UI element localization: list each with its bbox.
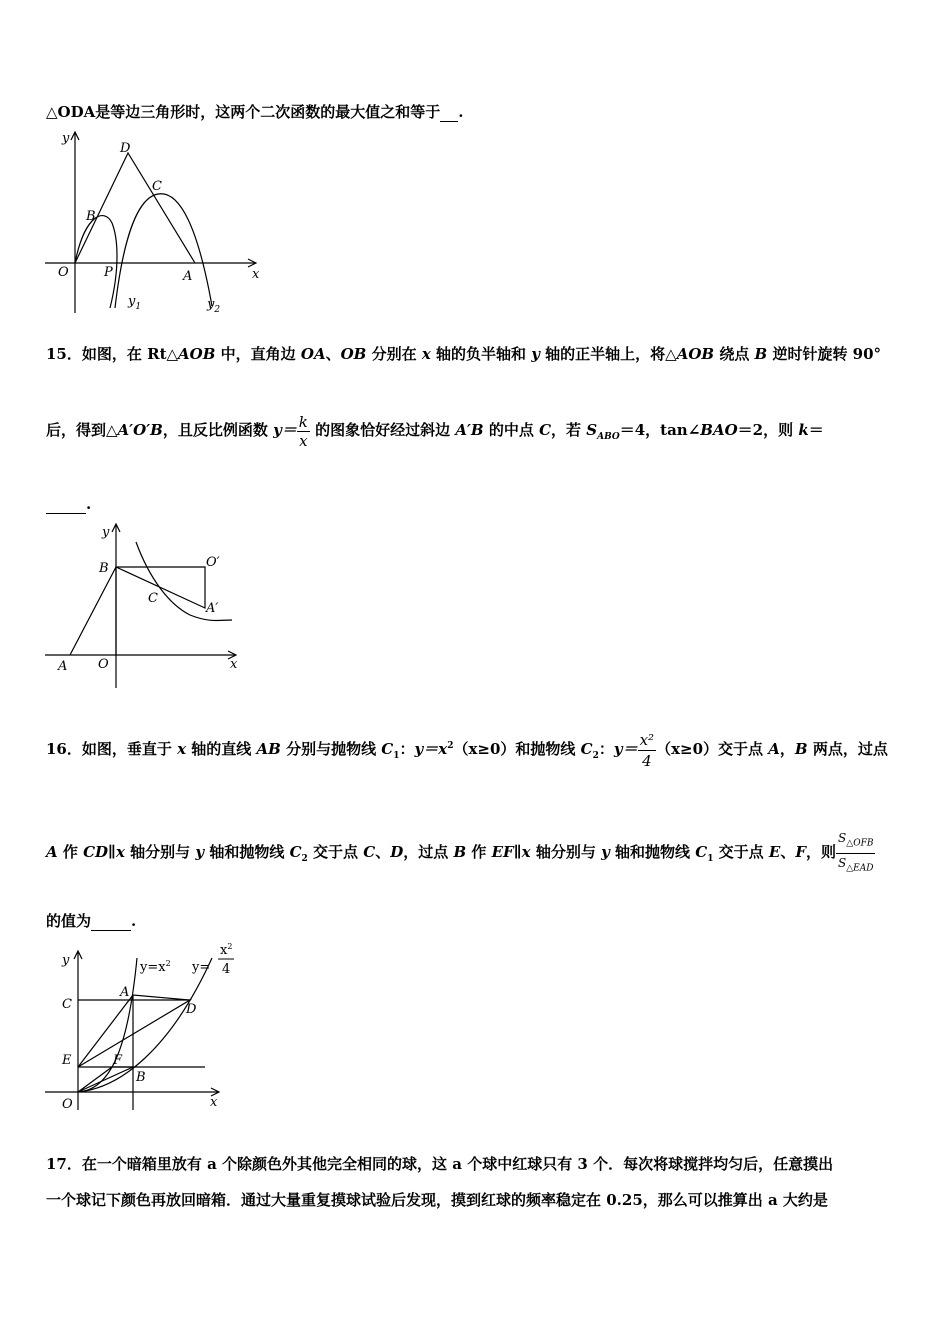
q17-line2: 一个球记下颜色再放回暗箱．通过大量重复摸球试验后发现，摸到红球的频率稳定在 0.25，那么可以推算出 a 大约是: [46, 1191, 828, 1209]
q15-line1: 15．如图，在 Rt△AOB 中，直角边 OA、OB 分别在 x 轴的负半轴和 y 轴的正半轴上，将△AOB 绕点 B 逆时针旋转 90°: [46, 345, 882, 363]
label-o: O: [98, 657, 109, 672]
label-a: A: [120, 985, 130, 1000]
label-b: B: [86, 209, 96, 224]
label-x: x: [230, 657, 238, 672]
label-curve-c2: y=: [192, 960, 211, 975]
q14-text-before: △ODA是等边三角形时，这两个二次函数的最大值之和等于: [46, 103, 441, 121]
answer-blank: [440, 107, 458, 122]
label-d: D: [120, 141, 131, 156]
q16-line1: 16．如图，垂直于 x 轴的直线 AB 分别与抛物线 $C_1$：$y=x^2(x\ge 0)$和抛物线 $C_2$：y＝ $\frac{\text{x²}}{4}$ （x≥0）交于点 A，B 两点，过点: [46, 730, 888, 770]
fraction-area-ratio: $\frac{S_{\triangle OFB}}{S_{\triangle EAD}}$: [836, 829, 875, 877]
label-o: O: [62, 1097, 73, 1112]
label-y: y: [102, 525, 110, 540]
label-x: x: [252, 267, 260, 282]
q16-line2: A 作 CD∥x 轴分别与 y 轴和抛物线 $C_2$ 交于点 C、D，过点 B 作 EF∥x 轴分别与 y 轴和抛物线 $C_1$ 交于点 E、F，则 $\frac{S_{\triangle OFB}}{S_{\triangle EAD}}$: [46, 826, 875, 878]
label-a-prime: A′: [206, 601, 219, 616]
label-a: A: [183, 269, 193, 284]
parabola-y1: [75, 216, 117, 308]
triangle-aob: [70, 567, 116, 655]
label-curve-c2-num: $x^2$: [220, 942, 233, 958]
figure-q16: [40, 940, 240, 1115]
label-d: D: [186, 1002, 197, 1017]
triangle-oda: [75, 153, 195, 263]
label-curve-c2-den: 4: [222, 962, 231, 977]
label-c: C: [148, 591, 158, 606]
label-e: E: [62, 1053, 72, 1068]
q14-text: △ODA是等边三角形时，这两个二次函数的最大值之和等于 .: [46, 103, 464, 121]
answer-blank: [91, 916, 131, 931]
q16-line3: 的值为 .: [46, 912, 137, 930]
fraction-k-over-x: $\frac{k}{x}$: [298, 412, 308, 450]
q15-line3: .: [46, 494, 91, 514]
figure-q15: [40, 520, 250, 690]
label-b: B: [136, 1070, 146, 1085]
label-curve-c1: $y=x^2$: [140, 959, 171, 975]
triangle-a-prime-o-prime-b: [116, 567, 205, 608]
label-o: O: [58, 265, 69, 280]
q15-line2: 后，得到△A′O′B，且反比例函数 y＝ $\frac{k}{x}$ 的图象恰好经过斜边 A′B 的中点 C，若 $S_{ABO}=4$，tan∠BAO＝2，则 k＝: [46, 412, 824, 450]
label-x: x: [210, 1095, 218, 1110]
label-b: B: [99, 561, 109, 576]
triangle-ofb: [78, 1067, 133, 1092]
label-p: P: [104, 265, 113, 280]
label-o-prime: O′: [206, 555, 220, 570]
label-y: y: [62, 953, 70, 968]
answer-blank: [46, 499, 86, 514]
label-c: C: [62, 997, 72, 1012]
label-a: A: [58, 659, 68, 674]
figure-q14: [40, 128, 270, 323]
label-y: y: [62, 131, 70, 146]
q17-line1: 17．在一个暗箱里放有 a 个除颜色外其他完全相同的球，这 a 个球中红球只有 3 个．每次将球搅拌均匀后，任意摸出: [46, 1155, 834, 1173]
label-y2: $y_2$: [207, 297, 221, 315]
label-y1: $y_1$: [128, 294, 142, 312]
label-c: C: [152, 179, 162, 194]
triangle-ead: [78, 995, 190, 1067]
fraction-x2-over-4: $\frac{\text{x²}}{4}$: [639, 730, 655, 770]
label-f: F: [113, 1053, 123, 1068]
